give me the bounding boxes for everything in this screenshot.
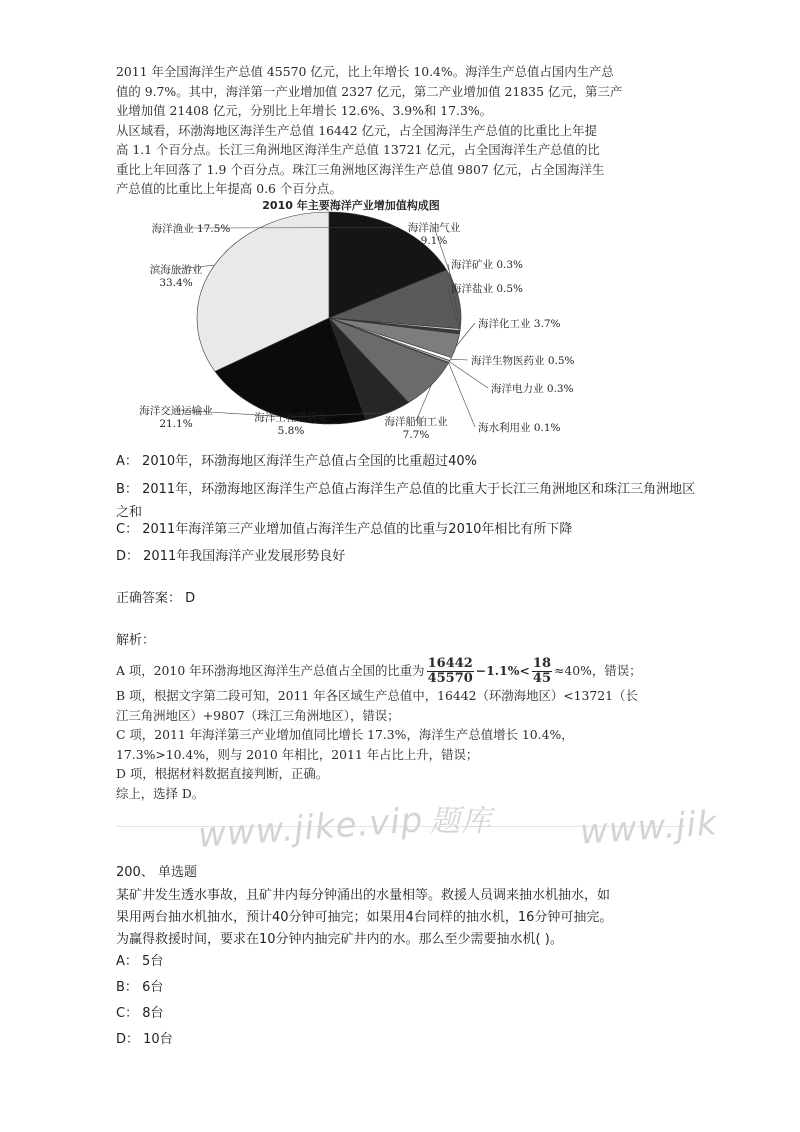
question-stem xyxy=(116,885,706,951)
option-text: 2011年海洋第三产业增加值占海洋生产总值的比重与2010年相比有所下降 xyxy=(142,522,573,537)
watermark: 题库 xyxy=(430,804,492,839)
explanation-a-post: ≈40%，错误； xyxy=(554,663,642,678)
option-key: D： xyxy=(116,549,140,564)
watermark: www.jik xyxy=(578,803,719,853)
leader-line xyxy=(451,359,468,360)
option-key: A： xyxy=(116,454,138,469)
option-key: A： xyxy=(116,954,138,969)
option-text: 6台 xyxy=(142,980,164,995)
question-number: 200、 xyxy=(116,865,154,880)
option-d[interactable] xyxy=(116,545,696,568)
passage xyxy=(116,62,691,199)
explanation-b: 江三角洲地区）+9807（珠江三角洲地区），错误； xyxy=(116,707,400,723)
fraction-numerator: 18 xyxy=(532,656,551,671)
explanation-a-text: A 项，2010 年环渤海地区海洋生产总值占全国的比重为 xyxy=(116,663,425,678)
watermark: www.jike.vip xyxy=(196,800,425,856)
option-key: C： xyxy=(116,522,139,537)
explanation-c: 17.3%>10.4%，则与 2010 年相比，2011 年占比上升，错误； xyxy=(116,746,479,762)
analysis-label: 解析： xyxy=(116,633,156,648)
option-text: 2011年我国海洋产业发展形势良好 xyxy=(143,549,346,564)
fraction-denominator: 45 xyxy=(532,671,551,686)
passage-line: 产总值的比重比上年提高 0.6 个百分点。 xyxy=(116,181,342,196)
slice-label: 海洋工程建筑业 5.8% xyxy=(254,412,328,437)
fraction-numerator: 16442 xyxy=(427,656,473,671)
option-a[interactable] xyxy=(116,950,696,973)
fraction-denominator: 45570 xyxy=(427,671,473,686)
fraction xyxy=(427,657,474,686)
slice-label: 海洋渔业 17.5% xyxy=(151,223,231,235)
option-a[interactable] xyxy=(116,450,696,473)
slice-label: 滨海旅游业 33.4% xyxy=(149,264,203,289)
option-text: 8台 xyxy=(142,1006,164,1021)
slice-label: 海水利用业 0.1% xyxy=(478,422,561,434)
fraction xyxy=(532,657,552,686)
explanation-b: B 项，根据文字第二段可知，2011 年各区域生产总值中，16442（环渤海地区）<13721（长 xyxy=(116,688,638,703)
passage-line: 2011 年全国海洋生产总值 45570 亿元，比上年增长 10.4%。海洋生产总值占国内生产总 xyxy=(116,64,614,79)
option-key: C： xyxy=(116,1006,139,1021)
question-type: 单选题 xyxy=(157,865,197,880)
slice-label: 海洋船舶工业 7.7% xyxy=(384,416,448,441)
passage-line: 高 1.1 个百分点。长江三角洲地区海洋生产总值 13721 亿元，占全国海洋生产总值的比 xyxy=(116,142,600,157)
question-stem-line: 某矿井发生透水事故，且矿井内每分钟涌出的水量相等。救援人员调来抽水机抽水，如 xyxy=(116,888,611,903)
slice-label: 海洋盐业 0.5% xyxy=(451,283,524,295)
question-stem-line: 果用两台抽水机抽水，预计40分钟可抽完；如果用4台同样的抽水机，16分钟可抽完。 xyxy=(116,910,613,925)
slice-label: 海洋交通运输业 21.1% xyxy=(139,405,213,430)
option-text: 2011年，环渤海地区海洋生产总值占海洋生产总值的比重大于长江三角洲地区和珠江三角洲地区之和 xyxy=(116,482,696,520)
option-key: B： xyxy=(116,482,138,497)
slice-label: 海洋矿业 0.3% xyxy=(451,259,524,271)
chart-title: 2010 年主要海洋产业增加值构成图 xyxy=(262,199,440,212)
explanation-summary: 综上，选择 D。 xyxy=(116,785,205,801)
explanation-a xyxy=(116,656,691,686)
correct-answer xyxy=(116,587,195,606)
option-key: D： xyxy=(116,1032,140,1047)
pie-chart xyxy=(116,196,586,446)
answer-value: D xyxy=(185,591,196,606)
passage-line: 值的 9.7%。其中，海洋第一产业增加值 2327 亿元，第二产业增加值 21835 亿元，第三产 xyxy=(116,83,623,99)
pie-chart-figure xyxy=(116,196,586,446)
option-text: 2010年，环渤海地区海洋生产总值占全国的比重超过40% xyxy=(142,454,478,469)
explanation xyxy=(116,656,691,803)
question-stem-line: 为赢得救援时间，要求在10分钟内抽完矿井内的水。那么至少需要抽水机( )。 xyxy=(116,932,563,947)
option-key: B： xyxy=(116,980,138,995)
option-c[interactable] xyxy=(116,518,696,541)
passage-line: 从区域看，环渤海地区海洋生产总值 16442 亿元，占全国海洋生产总值的比重比上年提 xyxy=(116,122,597,138)
option-b[interactable] xyxy=(116,976,696,999)
explanation-c: C 项，2011 年海洋第三产业增加值同比增长 17.3%，海洋生产总值增长 10.4%， xyxy=(116,727,574,742)
option-c[interactable] xyxy=(116,1002,696,1025)
option-text: 10台 xyxy=(143,1032,173,1047)
answer-label: 正确答案： xyxy=(116,591,182,606)
option-d[interactable] xyxy=(116,1028,696,1051)
passage-line: 业增加值 21408 亿元，分别比上年增长 12.6%、3.9%和 17.3%。 xyxy=(116,103,493,118)
question-header xyxy=(116,861,197,880)
explanation-a-mid: −1.1%< xyxy=(475,663,530,678)
slice-label: 海洋电力业 0.3% xyxy=(491,383,574,395)
slice-label: 海洋油气业 9.1% xyxy=(407,222,461,247)
leader-line xyxy=(449,363,475,427)
slice-label: 海洋生物医药业 0.5% xyxy=(471,355,575,367)
explanation-d: D 项，根据材料数据直接判断，正确。 xyxy=(116,766,329,781)
option-text: 5台 xyxy=(142,954,164,969)
slice-label: 海洋化工业 3.7% xyxy=(478,318,561,330)
passage-line: 重比上年回落了 1.9 个百分点。珠江三角洲地区海洋生产总值 9807 亿元，占全国海洋生 xyxy=(116,161,605,177)
